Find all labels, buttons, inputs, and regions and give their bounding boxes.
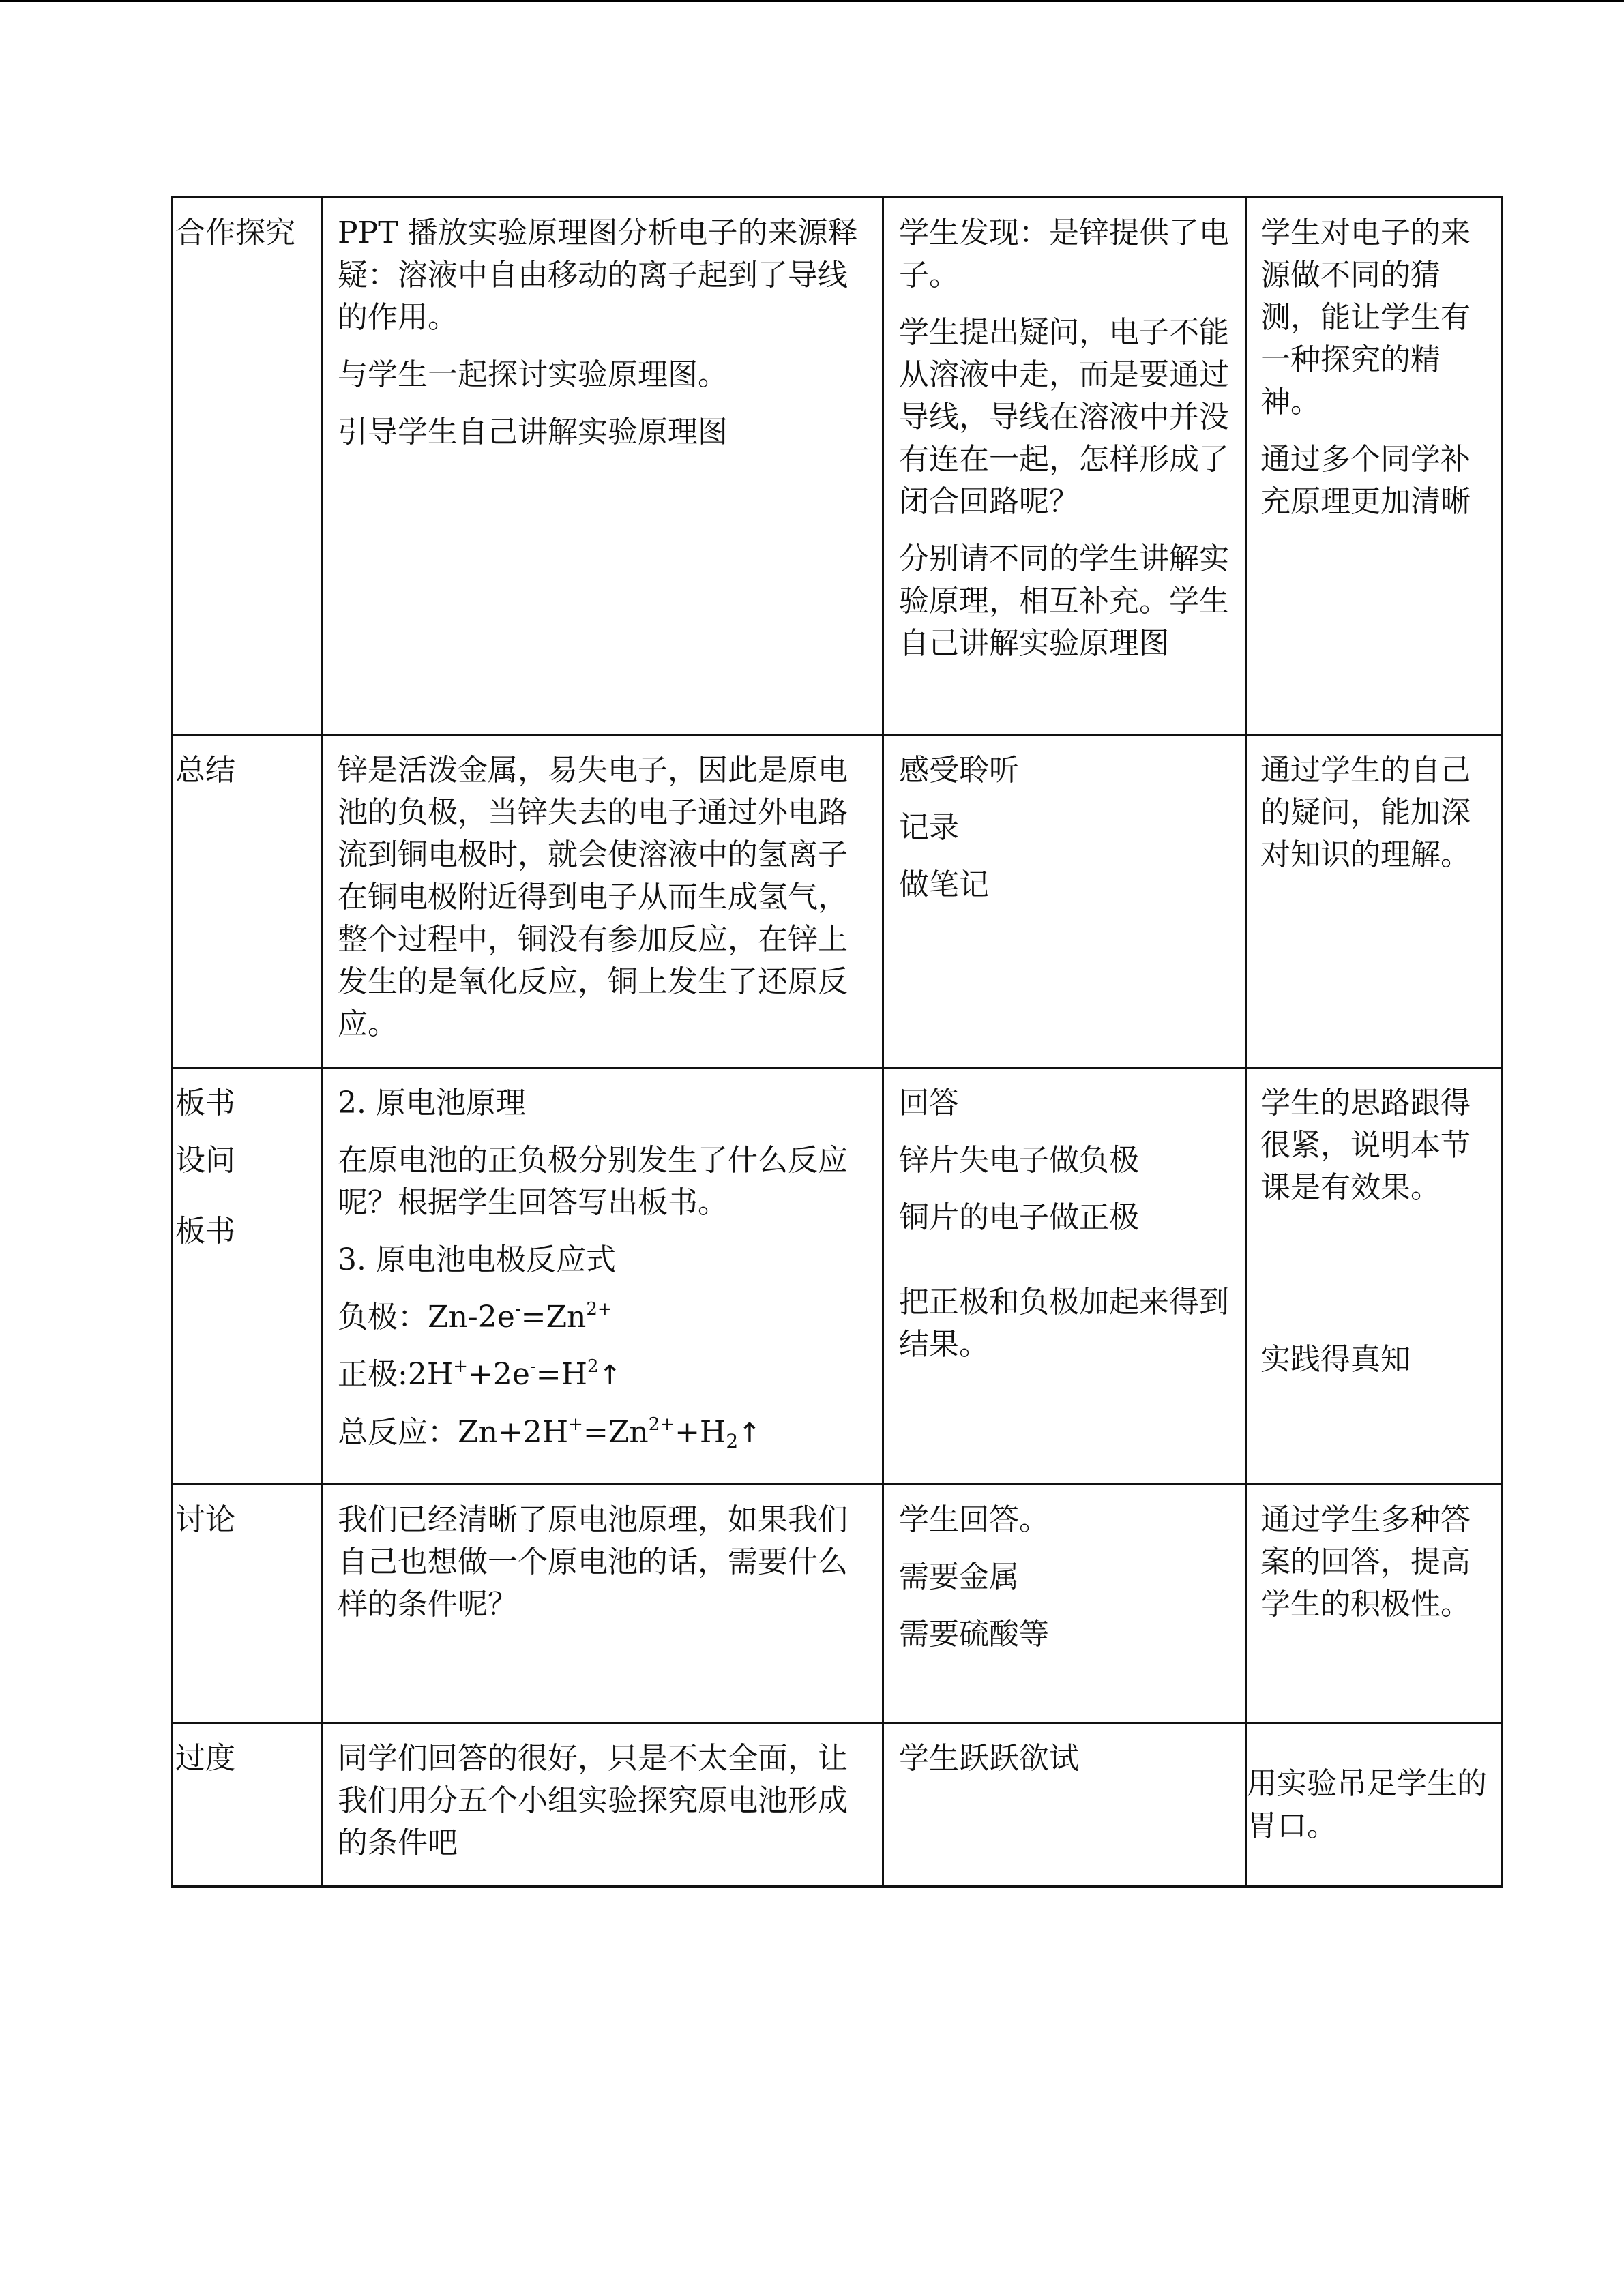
table-row — [172, 198, 1502, 735]
stage-label: 讨论 — [175, 1502, 235, 1537]
equation-part: 2+ — [586, 1299, 612, 1320]
equation-part: Zn-2e — [428, 1300, 515, 1335]
teacher-question: 在原电池的正负极分别发生了什么反应呢？根据学生回答写出板书。 — [338, 1143, 848, 1220]
equation-part: 2H — [407, 1357, 454, 1392]
teacher-activity-cell — [322, 735, 883, 1068]
stage-cell — [172, 1485, 322, 1723]
board-heading: 3. 原电池电极反应式 — [338, 1242, 616, 1277]
design-intent-cell — [1246, 1485, 1502, 1723]
student-activity-cell — [883, 735, 1246, 1068]
table-row — [172, 1485, 1502, 1723]
student-text: 回答 — [899, 1086, 959, 1120]
student-activity-cell — [883, 1723, 1246, 1887]
equation-part: +H — [675, 1415, 726, 1450]
stage-cell — [172, 198, 322, 735]
equation-part: + — [453, 1356, 468, 1377]
intent-text: 用实验吊足学生的胃口。 — [1247, 1765, 1487, 1843]
intent-text: 实践得真知 — [1260, 1342, 1411, 1377]
student-activity-cell — [883, 1068, 1246, 1485]
equation-part: 2 — [726, 1430, 739, 1452]
equation-part: - — [529, 1356, 536, 1377]
student-text: 感受聆听 — [899, 753, 1019, 788]
table-row — [172, 1723, 1502, 1887]
teacher-text: 锌是活泼金属，易失电子，因此是原电池的负极，当锌失去的电子通过外电路流到铜电极时，就会使溶液中的氢离子在铜电极附近得到电子从而生成氢气，整个过程中，铜没有参加反应，在锌上发生的是氧化反应，铜上发生了还原反应。 — [338, 753, 848, 1041]
equation-part: - — [514, 1299, 521, 1320]
student-text: 锌片失电子做负极 — [899, 1143, 1139, 1178]
stage-label: 设问 — [175, 1143, 235, 1178]
intent-text: 学生对电子的来源做不同的猜测，能让学生有一种探究的精神。 — [1260, 215, 1471, 419]
design-intent-cell — [1246, 198, 1502, 735]
board-heading: 2. 原电池原理 — [338, 1086, 526, 1120]
spacer — [175, 1197, 318, 1210]
table-row — [172, 1068, 1502, 1485]
stage-label: 板书 — [175, 1086, 235, 1120]
student-text: 学生回答。 — [899, 1502, 1049, 1537]
teacher-text: PPT 播放实验原理图分析电子的来源释疑：溶液中自由移动的离子起到了导线的作用。 — [338, 215, 858, 335]
gas-arrow-icon: ↑ — [738, 1418, 761, 1449]
stage-cell — [172, 735, 322, 1068]
page-top-rule — [0, 0, 1624, 2]
intent-text: 通过学生多种答案的回答，提高学生的积极性。 — [1260, 1502, 1471, 1622]
student-text: 学生跃跃欲试 — [899, 1741, 1079, 1776]
equation-part: =Zn — [582, 1415, 649, 1450]
stage-label: 合作探究 — [175, 215, 295, 250]
stage-cell — [172, 1068, 322, 1485]
equation-part: 2 — [587, 1356, 599, 1377]
teacher-activity-cell — [322, 1068, 883, 1485]
teacher-activity-cell — [322, 1723, 883, 1887]
negative-electrode-equation — [338, 1296, 867, 1339]
teacher-text: 引导学生自己讲解实验原理图 — [338, 415, 728, 449]
stage-label: 过度 — [175, 1741, 235, 1776]
design-intent-cell — [1246, 1723, 1502, 1887]
stage-cell — [172, 1723, 322, 1887]
stage-label: 总结 — [175, 753, 235, 788]
total-reaction-equation — [338, 1412, 867, 1455]
student-text: 需要金属 — [899, 1560, 1019, 1594]
student-text: 记录 — [899, 810, 959, 845]
intent-text: 通过多个同学补充原理更加清晰 — [1260, 442, 1471, 519]
equation-part: Zn+2H — [458, 1415, 569, 1450]
teacher-text: 同学们回答的很好，只是不太全面，让我们用分五个小组实验探究原电池形成的条件吧 — [338, 1741, 848, 1860]
equation-part: =H — [535, 1357, 587, 1392]
student-text: 需要硫酸等 — [899, 1617, 1049, 1652]
intent-text: 通过学生的自己的疑问，能加深对知识的理解。 — [1260, 753, 1471, 872]
intent-text: 学生的思路跟得很紧，说明本节课是有效果。 — [1260, 1086, 1471, 1205]
positive-electrode-equation — [338, 1354, 867, 1397]
gas-arrow-icon: ↑ — [598, 1360, 622, 1391]
teacher-text: 我们已经清晰了原电池原理，如果我们自己也想做一个原电池的话，需要什么样的条件呢？ — [338, 1502, 848, 1622]
design-intent-cell — [1246, 1068, 1502, 1485]
student-text: 把正极和负极加起来得到结果。 — [899, 1285, 1229, 1362]
equation-part: =Zn — [520, 1300, 587, 1335]
lesson-plan-table — [171, 196, 1503, 1888]
teacher-activity-cell — [322, 1485, 883, 1723]
student-text: 学生提出疑问，电子不能从溶液中走，而是要通过导线，导线在溶液中并没有连在一起，怎样形成了闭合回路呢？ — [899, 315, 1229, 519]
student-text: 分别请不同的学生讲解实验原理，相互补充。学生自己讲解实验原理图 — [899, 541, 1229, 661]
spacer — [899, 1254, 1230, 1281]
student-text: 学生发现：是锌提供了电子。 — [899, 215, 1229, 293]
student-text: 做笔记 — [899, 867, 989, 902]
stage-label: 板书 — [175, 1214, 235, 1249]
teacher-activity-cell — [322, 198, 883, 735]
teacher-text: 与学生一起探讨实验原理图。 — [338, 357, 728, 392]
student-activity-cell — [883, 1485, 1246, 1723]
student-activity-cell — [883, 198, 1246, 735]
spacer — [1260, 1224, 1491, 1339]
student-text: 铜片的电子做正极 — [899, 1200, 1139, 1235]
table-row — [172, 735, 1502, 1068]
equation-part: + — [568, 1414, 583, 1435]
equation-part: +2e — [468, 1357, 530, 1392]
equation-part: 2+ — [648, 1414, 675, 1435]
equation-label: 正极: — [338, 1357, 408, 1392]
design-intent-cell — [1246, 735, 1502, 1068]
equation-label: 总反应： — [338, 1415, 458, 1450]
equation-label: 负极： — [338, 1300, 428, 1335]
